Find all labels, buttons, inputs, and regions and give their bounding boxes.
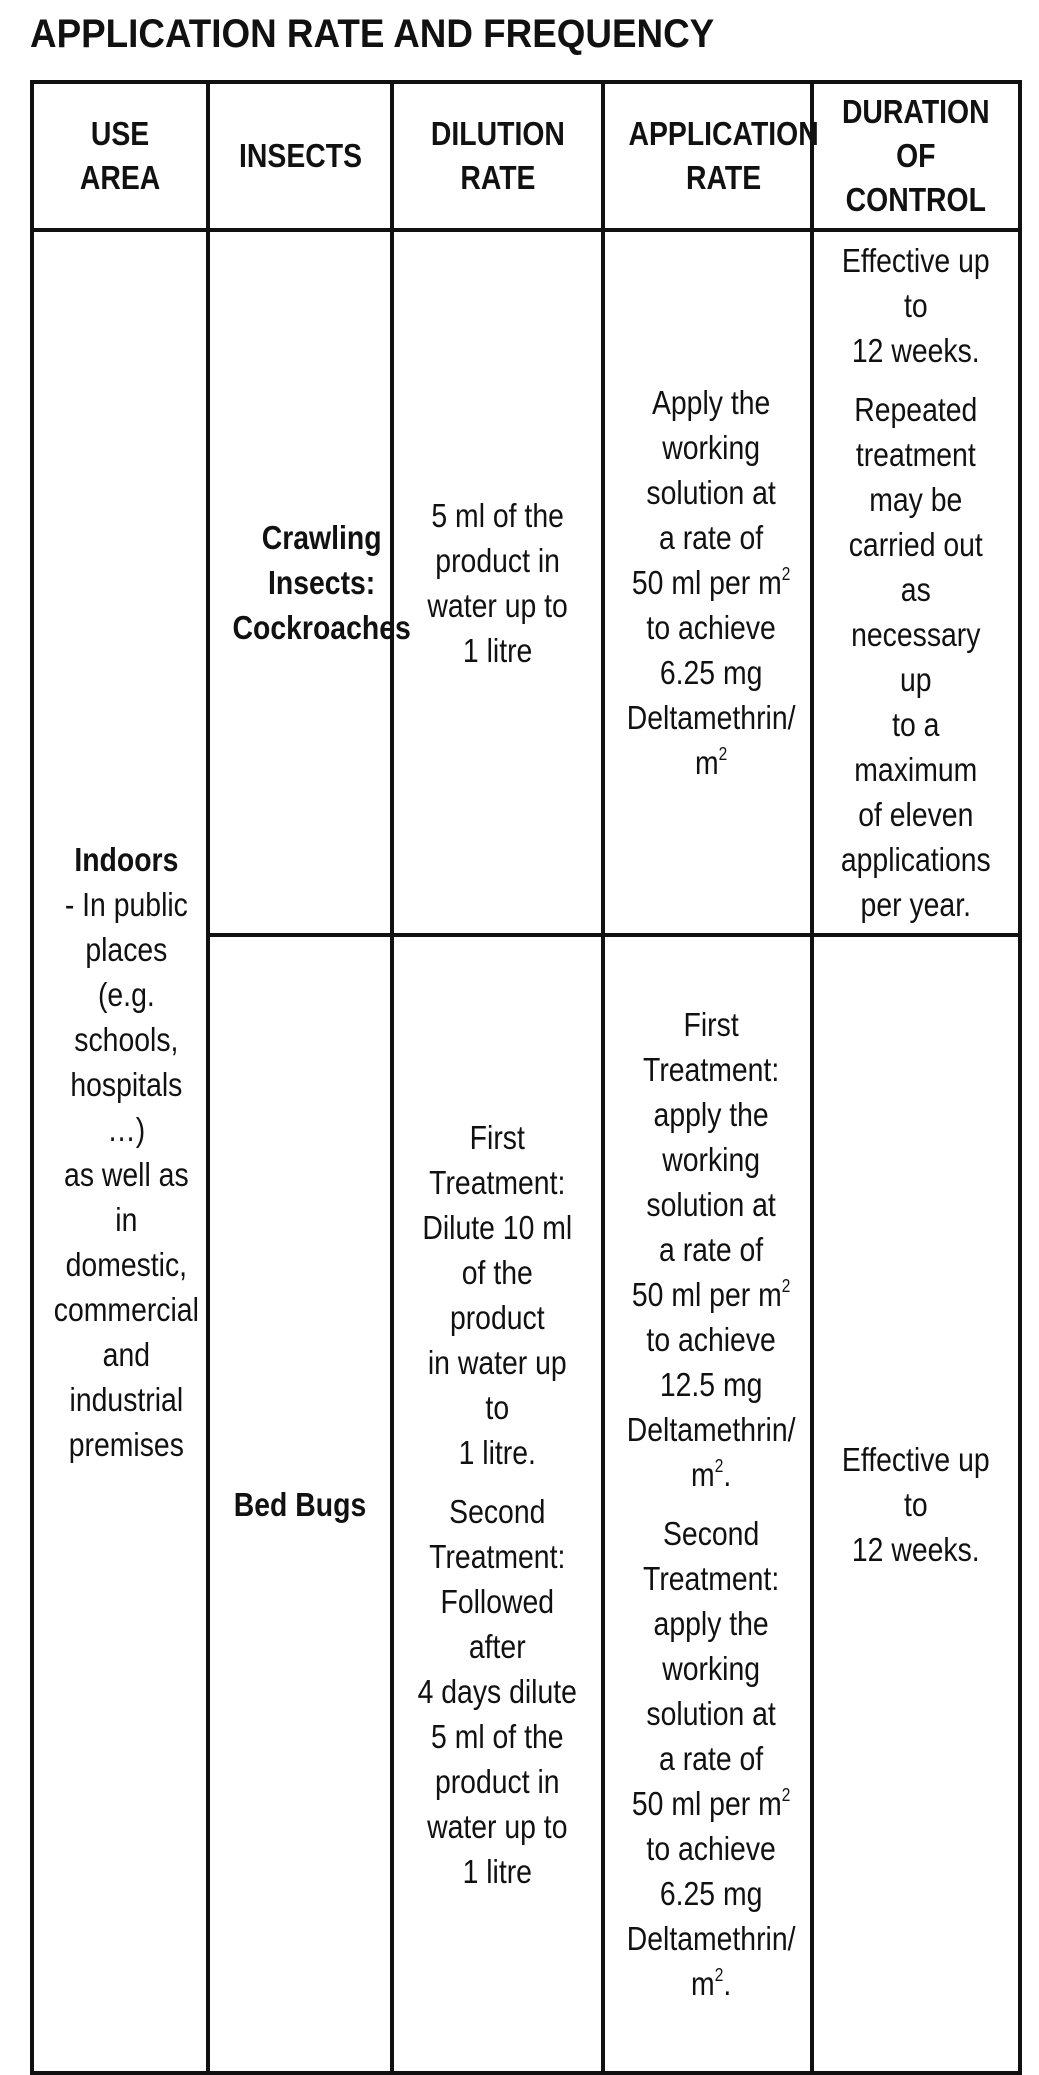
header-duration-of-control: DURATION OF CONTROL: [812, 82, 1020, 230]
cell-insects-crawling: Crawling Insects: Cockroaches: [208, 230, 392, 935]
table-row-crawling-insects: [32, 230, 1020, 935]
cell-insects-bed-bugs: Bed Bugs: [208, 935, 392, 2073]
cell-application-bed-bugs: First Treatment: apply the working solution at a rate of 50 ml per $m^2$ to achieve 12.5 mg Deltamethrin/ $m^2$. Second Treatment: apply the working solution at a rate of 50 ml per $m^2$ to achieve 6.25 mg Deltamethrin/ $m^2$.: [603, 935, 813, 2073]
use-area-heading: Indoors: [74, 840, 179, 878]
cell-dilution-bed-bugs: First Treatment: Dilute 10 ml of the product in water up to 1 litre. Second Treatment: Followed after 4 days dilute 5 ml of the product in water up to 1 litre: [392, 935, 603, 2073]
header-insects: INSECTS: [208, 82, 392, 230]
page-title: APPLICATION RATE AND FREQUENCY: [30, 12, 715, 56]
header-dilution-rate: DILUTION RATE: [392, 82, 603, 230]
cell-use-area-indoors: Indoors - In public places (e.g. schools, hospitals …) as well as in domestic, commercial and industrial premises: [32, 230, 208, 2073]
cell-dilution-crawling: 5 ml of the product in water up to 1 litre: [392, 230, 603, 935]
cell-duration-bed-bugs: Effective up to 12 weeks.: [812, 935, 1020, 2073]
cell-application-crawling: Apply the working solution at a rate of 50 ml per $m^2$ to achieve 6.25 mg Deltamethrin/ $m^2$: [603, 230, 813, 935]
header-application-rate: APPLICATION RATE: [603, 82, 813, 230]
application-rate-table: [30, 80, 1022, 2075]
header-use-area: USE AREA: [32, 82, 208, 230]
cell-duration-crawling: Effective up to 12 weeks. Repeated treatment may be carried out as necessary up to a maximum of eleven applications per year.: [812, 230, 1020, 935]
table-header-row: [32, 82, 1020, 230]
